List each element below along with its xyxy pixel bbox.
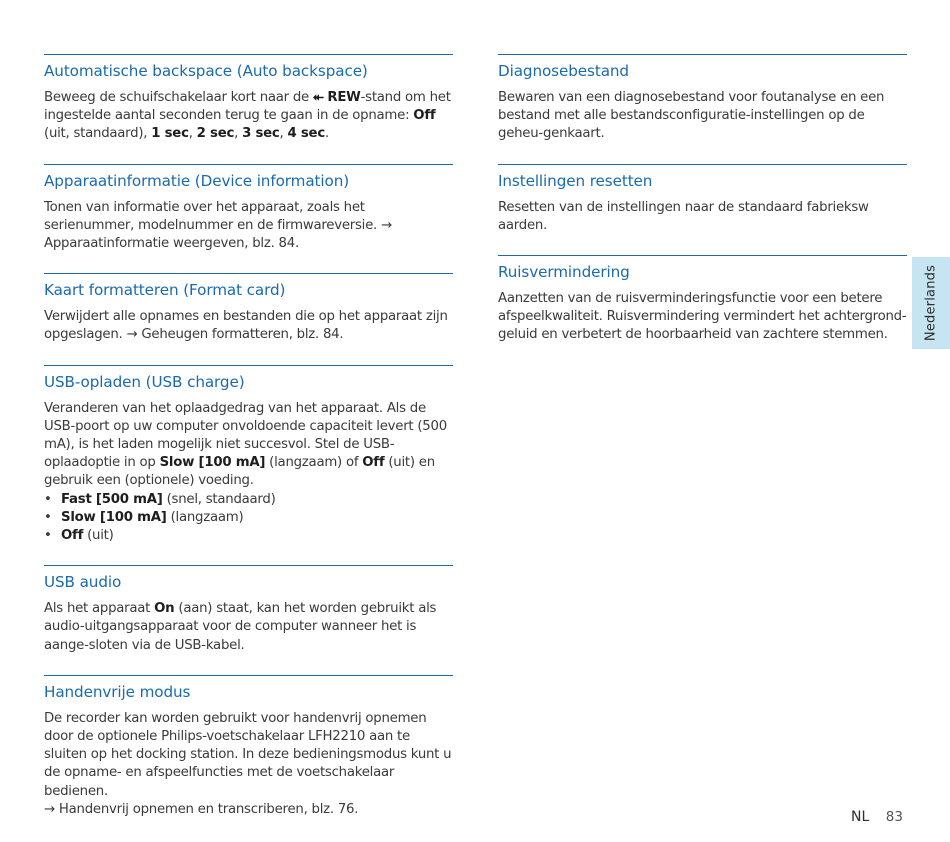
- bullet-icon: •: [44, 528, 52, 544]
- section-usb-audio: [44, 565, 453, 655]
- bullet-icon: •: [44, 509, 52, 525]
- rewind-icon: ⯬: [312, 90, 324, 105]
- section-title: Kaart formatteren (Format card): [44, 281, 286, 300]
- list-item: • Off (uit): [44, 527, 453, 545]
- section-diagnostic-file: [498, 54, 907, 144]
- left-column: [44, 54, 453, 819]
- arrow-right-icon: →: [126, 327, 138, 343]
- bullet-icon: •: [44, 491, 52, 507]
- list-item: • Fast [500 mA] (snel, standaard): [44, 491, 453, 509]
- section-body: Resetten van de instellingen naar de standaard fabrieksw aarden.: [498, 199, 869, 233]
- section-noise-reduction: [498, 255, 907, 345]
- language-side-tab: [912, 257, 950, 349]
- language-code: NL: [851, 809, 870, 825]
- section-title: USB audio: [44, 573, 122, 592]
- section-auto-backspace: [44, 54, 453, 144]
- section-usb-charge: [44, 365, 453, 546]
- arrow-right-icon: →: [381, 217, 392, 233]
- section-format-card: [44, 273, 453, 344]
- section-title: Ruisvermindering: [498, 263, 630, 282]
- page-number: 83: [885, 809, 903, 825]
- section-title: Apparaatinformatie (Device information): [44, 171, 350, 190]
- section-title: Handenvrije modus: [44, 682, 191, 701]
- section-title: Automatische backspace (Auto backspace): [44, 62, 368, 80]
- section-body: Tonen van informatie over het apparaat, zoals het serienummer, modelnummer en de firmwareversie. → Apparaatinformatie weergeven, blz. 84.: [44, 199, 392, 252]
- section-body: Als het apparaat On (aan) staat, kan het worden gebruikt als audio-uitgangsapparaat voor de computer wanneer het is aange-sloten via de USB-kabel.: [44, 601, 437, 653]
- section-body: Verwijdert alle opnames en bestanden die op het apparaat zijn opgeslagen. → Geheugen formatteren, blz. 84.: [44, 309, 448, 343]
- section-body: Aanzetten van de ruisverminderingsfunctie voor een betere afspeelkwaliteit. Ruisvermindering vermindert het achtergrond-geluid en verbetert de hoorbaarheid van zachtere stemmen.: [498, 291, 907, 343]
- section-body: Beweeg de schuifschakelaar kort naar de ⯬ REW-stand om het ingestelde aantal seconden terug te gaan in de opname: Off (uit, standaard), 1 sec, 2 sec, 3 sec, 4 sec.: [44, 90, 451, 142]
- section-title: Instellingen resetten: [498, 171, 653, 190]
- section-title: Diagnosebestand: [498, 62, 629, 80]
- page-footer: [851, 809, 903, 825]
- section-handsfree-mode: [44, 675, 453, 819]
- section-body: De recorder kan worden gebruikt voor handenvrij opnemen door de optionele Philips-voetschakelaar LFH2210 aan te sluiten op het docking station. In deze bedieningsmodus kunt u de opname- en afspeelfuncties met de voetschakelaar bedienen. → Handenvrij opnemen en transcriberen, blz. 76.: [44, 710, 452, 817]
- section-body: Veranderen van het oplaadgedrag van het apparaat. Als de USB-poort op uw computer onvoldoende capaciteit levert (500 mA), is het laden mogelijk niet succesvol. Stel de USB-oplaadoptie in op Slow [100 mA] (langzaam) of Off (uit) en gebruik een (optionele) voeding.: [44, 400, 447, 489]
- section-title: USB-opladen (USB charge): [44, 372, 245, 391]
- arrow-right-icon: →: [44, 801, 55, 817]
- language-tab-label: Nederlands: [923, 264, 939, 342]
- section-device-information: [44, 164, 453, 254]
- usb-charge-options-list: [44, 491, 453, 546]
- section-reset-settings: [498, 164, 907, 235]
- right-column: [498, 54, 907, 345]
- list-item: • Slow [100 mA] (langzaam): [44, 509, 453, 527]
- section-body: Bewaren van een diagnosebestand voor foutanalyse en een bestand met alle bestandsconfiguratie-instellingen op de geheu-genkaart.: [498, 90, 885, 142]
